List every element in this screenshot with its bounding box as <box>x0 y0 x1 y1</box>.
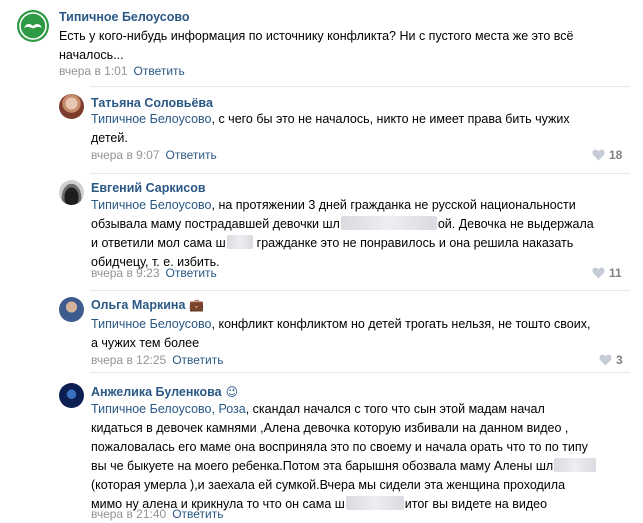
text-fragment: гражданке это не понравилось и она решила наказать <box>256 236 574 250</box>
author-name[interactable]: Татьяна Соловьёва <box>91 96 213 110</box>
timestamp[interactable]: вчера в 21:40 <box>91 507 167 521</box>
text-line: пожаловалась его маме она восприняла это по своему и начала орать что то по типу <box>91 440 588 454</box>
comment-meta <box>91 507 223 521</box>
reply-button[interactable]: Ответить <box>165 266 217 280</box>
mustache-icon <box>17 10 49 42</box>
redacted-text <box>554 458 596 472</box>
text-fragment: , конфликт конфликтом но детей трогать нельзя, не тошто своих, <box>211 317 591 331</box>
redacted-text <box>227 235 253 249</box>
comment-meta <box>91 266 217 280</box>
text-line: обидчецу, т. е. избить. <box>91 255 220 269</box>
text-line <box>91 234 626 253</box>
avatar[interactable] <box>17 10 49 42</box>
text-fragment: ой. Девочка не выдержала <box>437 217 594 231</box>
like-button[interactable] <box>599 353 623 367</box>
avatar[interactable] <box>59 180 84 205</box>
reply-to-link[interactable]: Типичное Белоусово <box>91 198 212 212</box>
author-name[interactable] <box>91 298 204 312</box>
timestamp[interactable]: вчера в 9:23 <box>91 266 160 280</box>
comment-text <box>91 400 631 514</box>
text-line: а чужих тем более <box>91 336 200 350</box>
heart-icon <box>592 149 605 161</box>
reply-button[interactable]: Ответить <box>172 507 224 521</box>
reply-comment <box>0 87 643 173</box>
text-line: Есть у кого-нибудь информация по источнику конфликта? Ни с пустого места же это всё <box>59 29 574 43</box>
like-button[interactable] <box>592 148 622 162</box>
comment-meta <box>91 353 223 367</box>
text-fragment: итог вы видете на видео <box>404 497 548 511</box>
author-name-text: Анжелика Буленкова <box>91 385 222 399</box>
text-line: кидаться в девочек камнями ,Алена девочка которую избивали на данном видео , <box>91 421 569 435</box>
redacted-text <box>341 216 437 230</box>
avatar[interactable] <box>59 297 84 322</box>
timestamp[interactable]: вчера в 12:25 <box>91 353 167 367</box>
like-count: 11 <box>609 266 622 280</box>
timestamp[interactable]: вчера в 9:07 <box>91 148 160 162</box>
reply-comment <box>0 291 643 371</box>
comment-text <box>59 27 629 65</box>
root-comment <box>0 0 643 86</box>
text-fragment: , с чего бы это не началось, никто не имеет права бить чужих <box>211 112 570 126</box>
author-name[interactable] <box>91 385 238 399</box>
timestamp[interactable]: вчера в 1:01 <box>59 64 128 78</box>
wink-emoji-icon: 😉 <box>225 385 239 399</box>
reply-to-link[interactable]: Типичное Белоусово <box>91 112 212 126</box>
reply-to-link[interactable]: Типичное Белоусово, Роза <box>91 402 246 416</box>
reply-button[interactable]: Ответить <box>165 148 217 162</box>
text-fragment: и ответили мол сама ш <box>91 236 226 250</box>
author-name[interactable]: Евгений Саркисов <box>91 181 206 195</box>
comment-text <box>91 315 626 353</box>
briefcase-icon: 💼 <box>189 298 205 312</box>
reply-comment <box>0 373 643 523</box>
text-fragment: обзывала маму пострадавшей девочки шл <box>91 217 340 231</box>
text-line: (которая умерла ),и заехала ей сумкой.Вчера мы сидели эта женщина проходила <box>91 478 566 492</box>
heart-icon <box>599 354 612 366</box>
text-line: детей. <box>91 131 128 145</box>
reply-button[interactable]: Ответить <box>172 353 224 367</box>
text-line <box>91 196 626 215</box>
comment-text <box>91 196 626 272</box>
comment-meta <box>59 64 185 78</box>
author-name-text: Ольга Маркина <box>91 298 186 312</box>
text-line <box>91 457 631 476</box>
text-fragment: , на протяжении 3 дней гражданка не русской национальности <box>211 198 576 212</box>
text-fragment: вы че быкуете на моего ребенка.Потом эта барышня обозвала маму Алены шл <box>91 459 554 473</box>
text-line <box>91 110 626 129</box>
like-button[interactable] <box>592 266 622 280</box>
text-line <box>91 215 626 234</box>
reply-to-link[interactable]: Типичное Белоусово <box>91 317 212 331</box>
text-line: началось... <box>59 48 124 62</box>
reply-button[interactable]: Ответить <box>133 64 185 78</box>
heart-icon <box>592 267 605 279</box>
text-fragment: мимо ну алена и крикнула то что он сама ш <box>91 497 345 511</box>
avatar[interactable] <box>59 383 84 408</box>
author-name[interactable]: Типичное Белоусово <box>59 10 190 24</box>
text-fragment: , скандал начался с того что сын этой мадам начал <box>245 402 545 416</box>
reply-comment <box>0 174 643 290</box>
like-count: 3 <box>616 353 623 367</box>
text-line <box>91 315 626 334</box>
text-line <box>91 400 631 419</box>
like-count: 18 <box>609 148 623 162</box>
comment-text <box>91 110 626 148</box>
redacted-text <box>346 496 404 510</box>
comment-meta <box>91 148 217 162</box>
avatar[interactable] <box>59 94 84 119</box>
